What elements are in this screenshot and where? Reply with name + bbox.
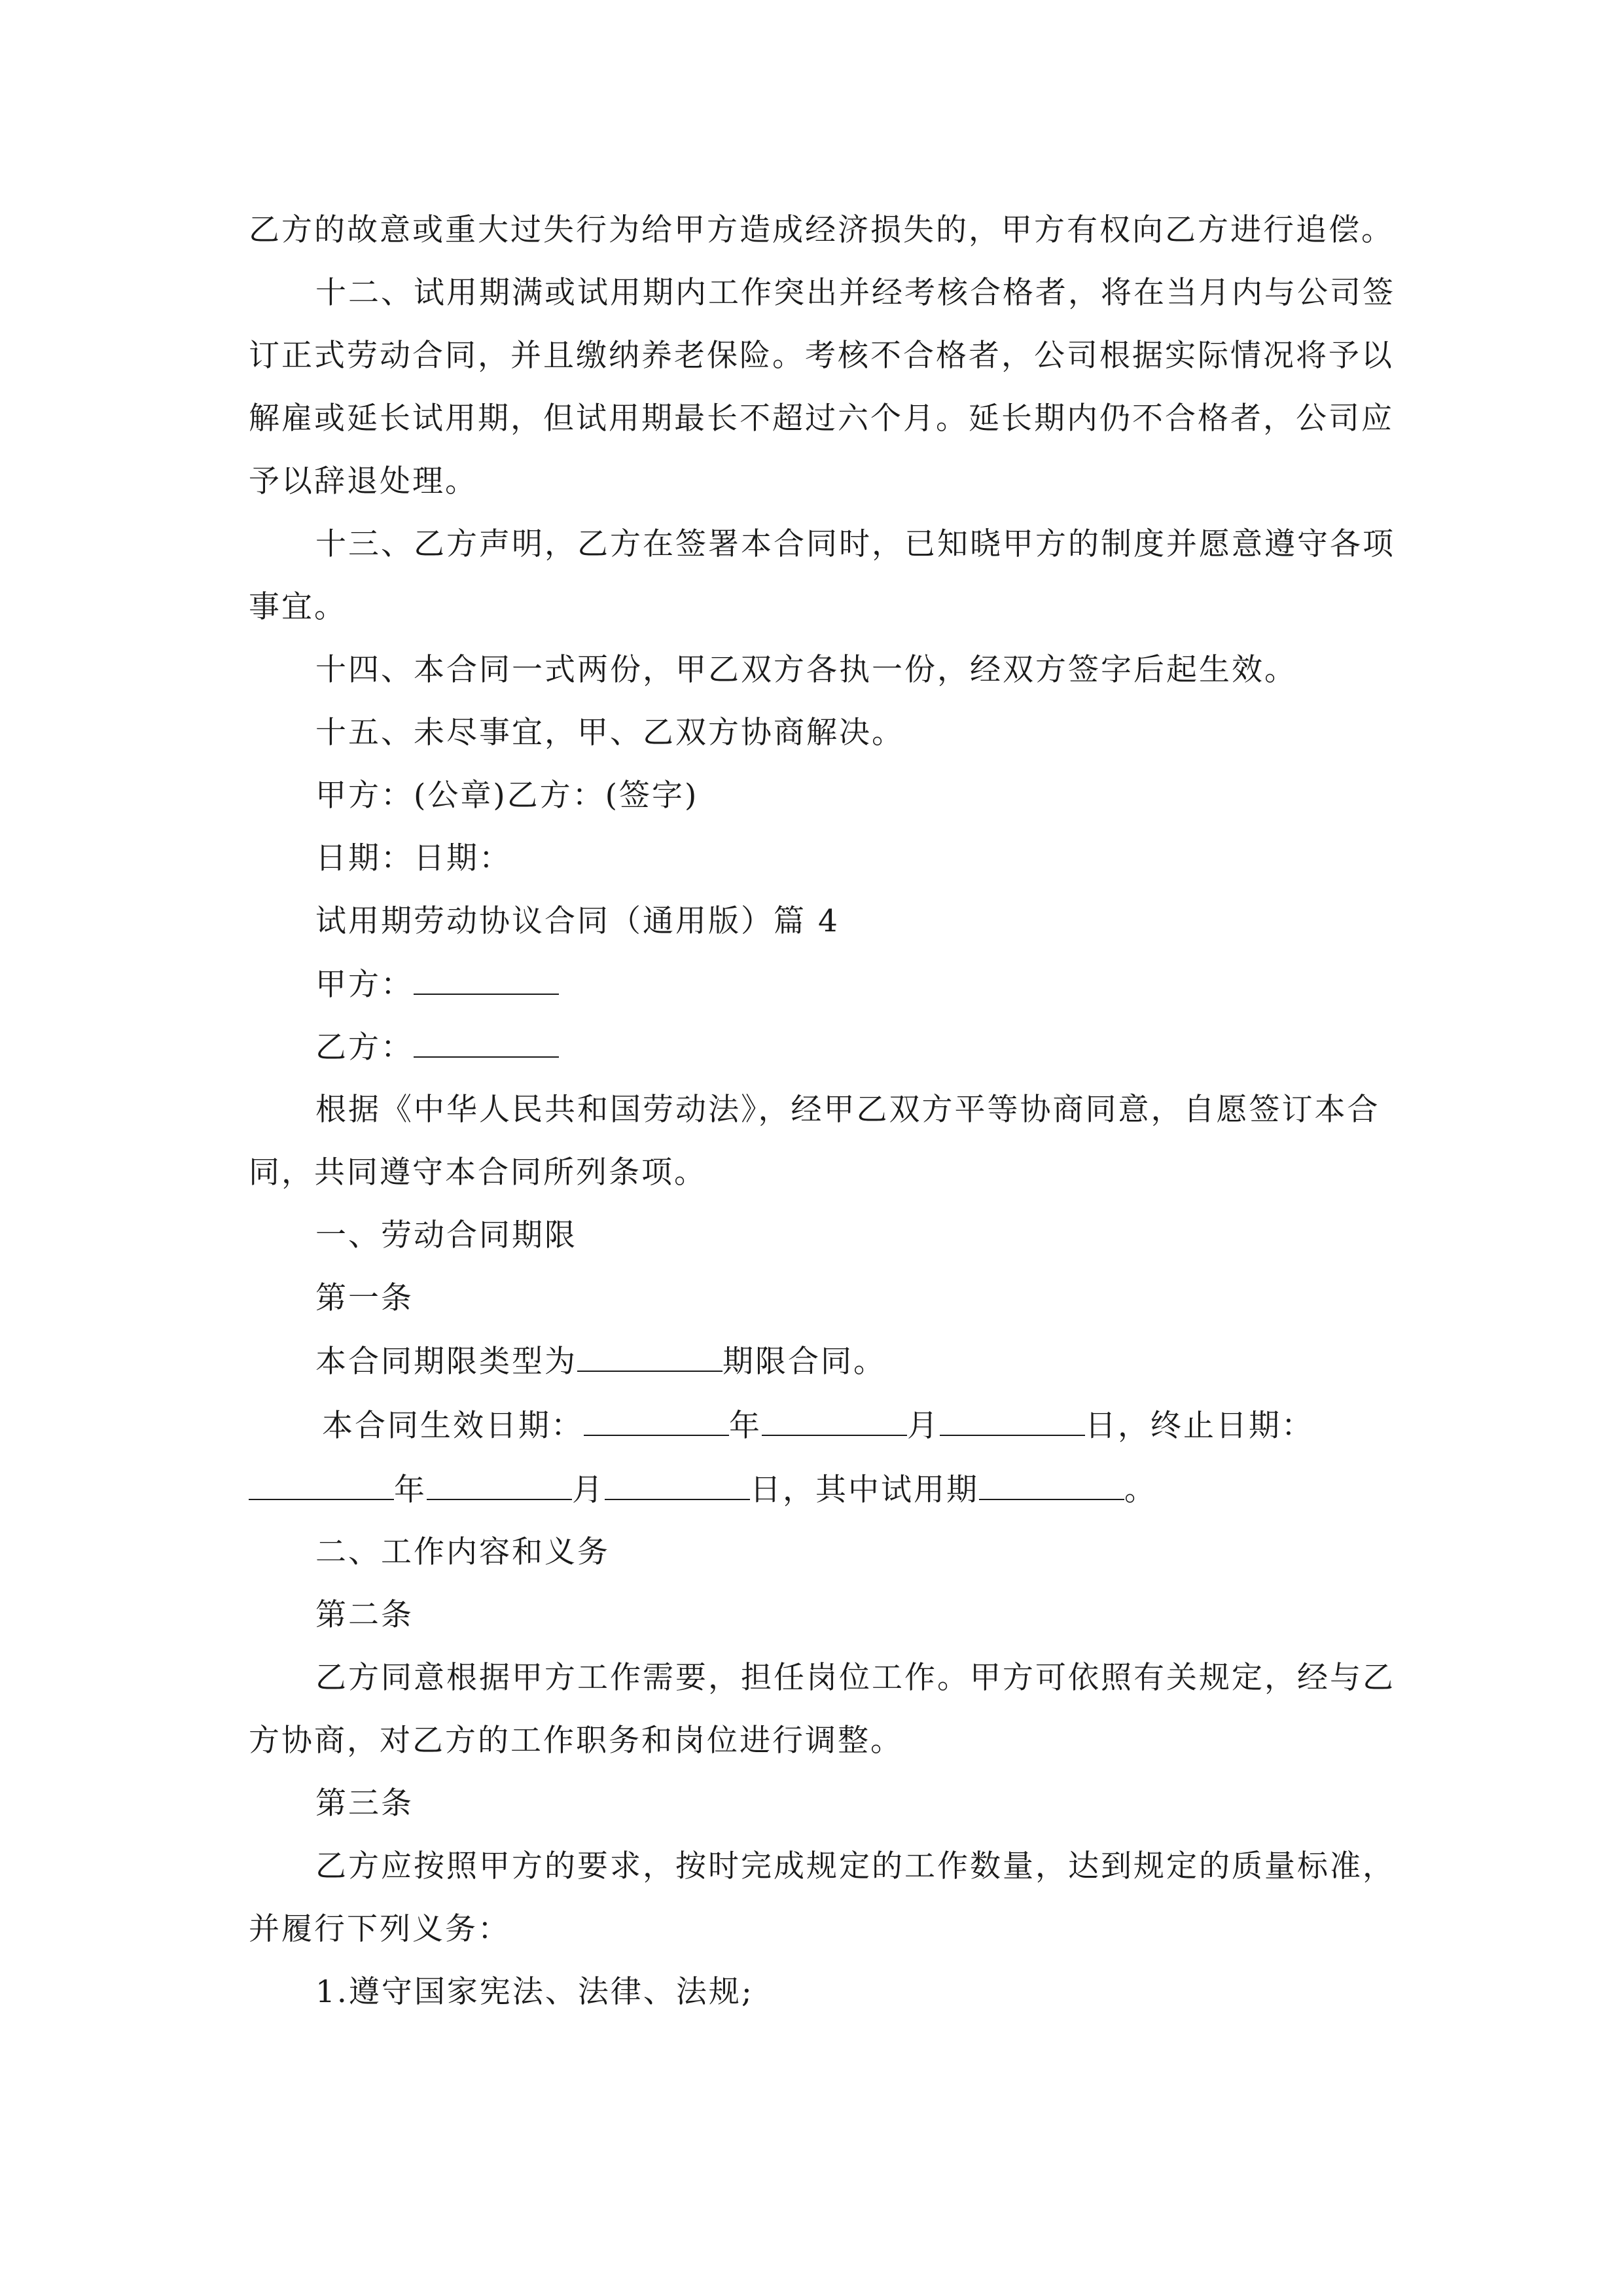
day-blank [605, 1470, 750, 1500]
text-line: 予以辞退处理。 [249, 463, 478, 499]
month-blank [762, 1406, 907, 1436]
day-blank [940, 1406, 1085, 1436]
contract-type-label: 本合同期限类型为 [315, 1344, 577, 1380]
heading-work-content: 二、工作内容和义务 [315, 1534, 610, 1570]
contract-type-blank [577, 1342, 722, 1372]
text-line: 事宜。 [249, 589, 347, 625]
article-3-text: 乙方应按照甲方的要求，按时完成规定的工作数量，达到规定的质量标准， [315, 1848, 1395, 1884]
year-label: 年 [394, 1472, 427, 1508]
effective-date-line [322, 1406, 1314, 1445]
year-label: 年 [729, 1408, 762, 1444]
article-1-heading: 第一条 [315, 1280, 414, 1316]
text-line: 乙方的故意或重大过失行为给甲方造成经济损失的，甲方有权向乙方进行追偿。 [249, 212, 1394, 248]
party-b-line [315, 1028, 559, 1067]
contract-type-suffix: 期限合同。 [722, 1344, 886, 1380]
effective-date-label: 本合同生效日期： [322, 1408, 584, 1444]
clause-14-line: 十四、本合同一式两份，甲乙双方各执一份，经双方签字后起生效。 [315, 652, 1297, 688]
section-heading: 试用期劳动协议合同（通用版）篇 4 [315, 903, 840, 939]
party-a-line [315, 965, 559, 1004]
text-line: 同，共同遵守本合同所列条项。 [249, 1155, 707, 1191]
date-line: 日期：日期： [315, 840, 512, 876]
article-3-heading: 第三条 [315, 1785, 414, 1821]
party-a-blank [414, 965, 559, 995]
text-line: 解雇或延长试用期，但试用期最长不超过六个月。延长期内仍不合格者，公司应 [249, 401, 1394, 437]
article-2-heading: 第二条 [315, 1597, 414, 1633]
year-blank [584, 1406, 729, 1436]
month-label: 月 [572, 1472, 605, 1508]
contract-type-line [315, 1342, 886, 1381]
period: 。 [1124, 1472, 1157, 1508]
text-line: 方协商，对乙方的工作职务和岗位进行调整。 [249, 1723, 903, 1759]
month-label: 月 [907, 1408, 940, 1444]
article-2-text: 乙方同意根据甲方工作需要，担任岗位工作。甲方可依照有关规定，经与乙 [315, 1660, 1395, 1696]
list-item: 1.遵守国家宪法、法律、法规; [315, 1974, 754, 2010]
termination-date-label: 日，终止日期： [1085, 1408, 1314, 1444]
clause-13-line: 十三、乙方声明，乙方在签署本合同时，已知晓甲方的制度并愿意遵守各项 [315, 526, 1395, 562]
signature-line: 甲方：(公章)乙方：(签字) [315, 778, 699, 814]
year-blank [249, 1470, 394, 1500]
probation-label: 日，其中试用期 [750, 1472, 979, 1508]
month-blank [427, 1470, 572, 1500]
clause-12-line: 十二、试用期满或试用期内工作突出并经考核合格者，将在当月内与公司签 [315, 275, 1395, 311]
party-b-blank [414, 1028, 559, 1058]
probation-blank [979, 1470, 1124, 1500]
preamble-line: 根据《中华人民共和国劳动法》，经甲乙双方平等协商同意，自愿签订本合 [315, 1092, 1380, 1128]
heading-contract-term: 一、劳动合同期限 [315, 1217, 577, 1253]
text-line: 订正式劳动合同，并且缴纳养老保险。考核不合格者，公司根据实际情况将予以 [249, 338, 1394, 374]
clause-15-line: 十五、未尽事宜，甲、乙双方协商解决。 [315, 715, 904, 751]
party-b-label: 乙方： [315, 1030, 414, 1066]
termination-date-line [249, 1470, 1157, 1509]
text-line: 并履行下列义务： [249, 1911, 510, 1947]
party-a-label: 甲方： [315, 967, 414, 1003]
